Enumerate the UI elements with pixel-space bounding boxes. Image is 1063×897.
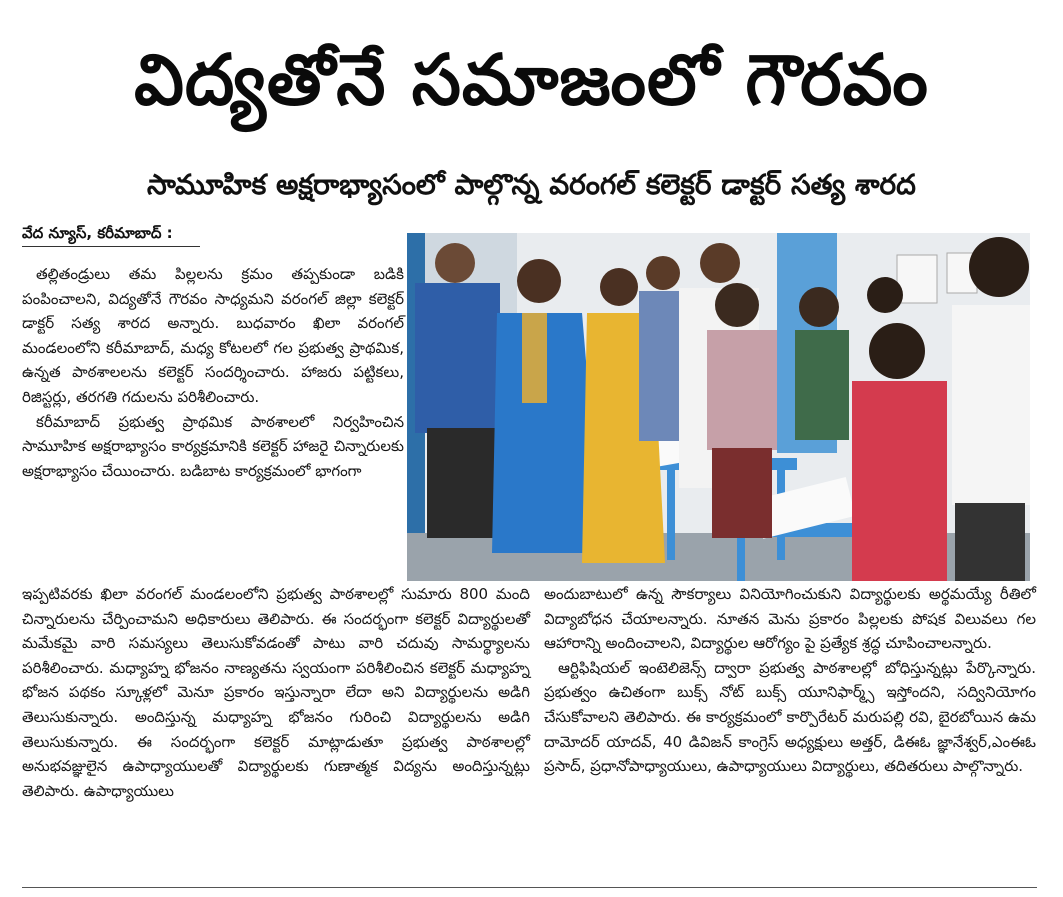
bottom-divider: [22, 887, 1037, 888]
paragraph: ఇప్పటివరకు ఖిలా వరంగల్ మండలంలోని ప్రభుత్వ పాఠశాలల్లో సుమారు 800 మంది చిన్నారులను చేర్పించామని అధికారులు తెలిపారు. ఈ సందర్భంగా కలెక్టర్ విద్యార్థులతో మమేకమై వారి సమస్యలు తెలుసుకోవడంతో పాటు వారి చదువు సామర్థ్యాలను పరిశీలించారు. మధ్యాహ్న భోజనం నాణ్యతను స్వయంగా పరిశీలించిన కలెక్టర్ మధ్యాహ్న భోజన పథకం స్కూళ్లలో మెనూ ప్రకారం ఇస్తున్నారా లేదా అని విద్యార్థులను అడిగి తెలుసుకున్నారు. అందిస్తున్న మధ్యాహ్న భోజనం గురించి విద్యార్థులను అడిగి తెలుసుకున్నారు. ఈ సందర్భంగా కలెక్టర్ మాట్లాడుతూ ప్రభుత్వ పాఠశాలల్లో అనుభవజ్ఞులైన ఉపాధ్యాయులతో విద్యార్థులకు గుణాత్మక విద్యను అందిస్తున్నట్లు తెలిపారు. ఉపాధ్యాయులు: [22, 585, 530, 800]
paragraph: తల్లితండ్రులు తమ పిల్లలను క్రమం తప్పకుండా బడికి పంపించాలని, విద్యతోనే గౌరవం సాధ్యమని వరంగల్ జిల్లా కలెక్టర్ డాక్టర్ సత్య శారద అన్నారు. బుధవారం ఖిలా వరంగల్ మండలంలోని కరీమాబాద్, మధ్య కోటలలో గల ప్రభుత్వ ప్రాథమిక, ఉన్నత పాఠశాలలను కలెక్టర్ సందర్శించారు. హాజరు పట్టికలు, రిజిస్టర్లు, తరగతి గదులను పరిశీలించారు.: [22, 265, 404, 406]
paragraph: అందుబాటులో ఉన్న సౌకర్యాలు వినియోగించుకుని విద్యార్థులకు అర్థమయ్యే రీతిలో విద్యాబోధన చేయాలన్నారు. నూతన మెను ప్రకారం పిల్లలకు పోషక విలువలు గల ఆహారాన్ని అందించాలని, విద్యార్థుల ఆరోగ్యం పై ప్రత్యేక శ్రద్ధ చూపించాలన్నారు.: [544, 585, 1036, 653]
dateline-underline: [22, 246, 200, 247]
dateline: వేద న్యూస్, కరీమాబాద్ :: [22, 224, 173, 242]
article-column-left-top: [22, 262, 404, 483]
article-column-left-bottom: [22, 582, 530, 803]
classroom-photo-illustration: [407, 233, 1030, 581]
headline: విద్యతోనే సమాజంలో గౌరవం: [134, 39, 929, 121]
paragraph: కరీమాబాద్ ప్రభుత్వ ప్రాథమిక పాఠశాలలో నిర్వహించిన సామూహిక అక్షరాభ్యాసం కార్యక్రమానికి కలెక్టర్ హాజరై చిన్నారులకు అక్షరాభ్యాసం చేయించారు. బడిబాట కార్యక్రమంలో భాగంగా: [22, 412, 404, 480]
subheadline: సామూహిక అక్షరాభ్యాసంలో పాల్గొన్న వరంగల్ కలెక్టర్ డాక్టర్ సత్య శారద: [147, 168, 916, 201]
article-column-right-bottom: [544, 582, 1036, 779]
news-photo: [407, 233, 1030, 581]
paragraph: ఆర్టిఫిషియల్ ఇంటెలిజెన్స్ ద్వారా ప్రభుత్వ పాఠశాలల్లో బోధిస్తున్నట్లు పేర్కొన్నారు. ప్రభుత్వం ఉచితంగా బుక్స్ నోట్ బుక్స్ యూనిఫార్మ్స్ ఇస్తోందని, సద్వినియోగం చేసుకోవాలని తెలిపారు. ఈ కార్యక్రమంలో కార్పొరేటర్ మరుపల్లి రవి, బైరబోయిన ఉమ దామోదర్ యాదవ్, 40 డివిజన్ కాంగ్రెస్ అధ్యక్షులు అత్తర్, డిఈఓ జ్ఞానేశ్వర్,ఎంఈఓ ప్రసాద్, ప్రధానోపాధ్యాయులు, ఉపాధ్యాయులు విద్యార్థులు, తదితరులు పాల్గొన్నారు.: [544, 658, 1036, 776]
